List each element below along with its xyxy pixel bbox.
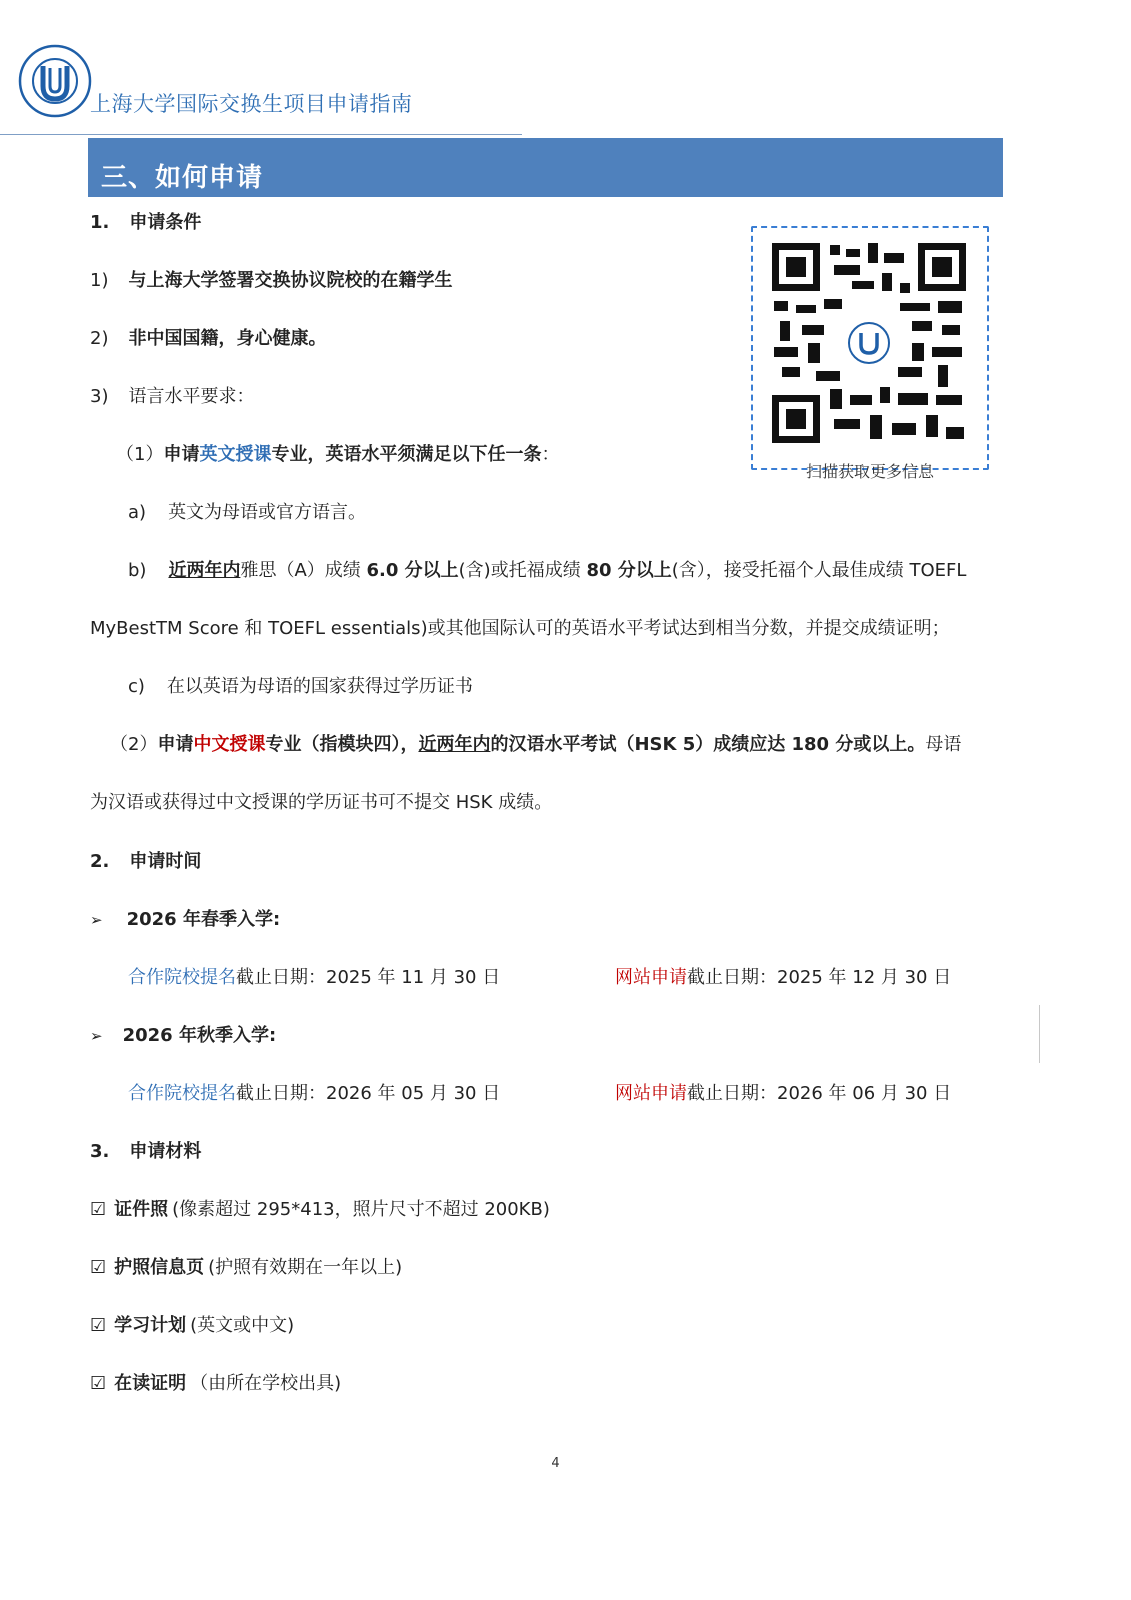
section-title: 三、如何申请	[101, 163, 264, 193]
option-label: c)	[128, 676, 145, 697]
material-note: (像素超过 295*413，照片尺寸不超过 200KB)	[172, 1199, 550, 1220]
requirement-text: 专业，英语水平须满足以下任一条	[271, 444, 542, 465]
spring-web-deadline	[615, 965, 951, 991]
english-taught-highlight: 英文授课	[199, 444, 272, 465]
requirement-text: 申请	[157, 734, 194, 755]
chinese-taught-highlight: 中文授课	[193, 734, 266, 755]
arrow-bullet-icon: ➢	[90, 1027, 103, 1045]
qr-caption: 扫描获取更多信息	[805, 462, 934, 481]
heading-text: 申请材料	[129, 1141, 202, 1162]
deadline-text: 截止日期：2026 年 05 月 30 日	[236, 1083, 501, 1104]
checkbox-checked-icon: ☑	[90, 1315, 107, 1336]
autumn-web-deadline	[615, 1081, 951, 1107]
margin-marker	[1039, 1005, 1040, 1063]
item-number: 3)	[90, 386, 109, 407]
item-text: 非中国国籍，身心健康。	[128, 328, 327, 349]
option-text: (含），接受托福个人最佳成绩 TOEFL	[671, 560, 967, 581]
checkbox-checked-icon: ☑	[90, 1257, 107, 1278]
option-text: (含)或托福成绩	[458, 560, 587, 581]
materials-heading	[90, 1139, 201, 1165]
checkbox-checked-icon: ☑	[90, 1373, 107, 1394]
requirement-text: 母语	[925, 734, 962, 755]
option-text: 雅思（A）成绩	[240, 560, 367, 581]
heading-number: 3.	[90, 1141, 110, 1162]
heading-number: 2.	[90, 851, 110, 872]
intake-label: 2026 年春季入学:	[126, 909, 281, 930]
hsk-requirement: 的汉语水平考试（HSK 5）成绩应达 180 分或以上。	[490, 734, 926, 755]
material-note: (英文或中文)	[190, 1315, 295, 1336]
ielts-score: 6.0 分以上	[366, 560, 459, 581]
english-option-c	[128, 674, 473, 700]
intake-label: 2026 年秋季入学:	[122, 1025, 277, 1046]
web-application-label: 网站申请	[615, 967, 687, 988]
deadline-text: 截止日期：2026 年 06 月 30 日	[687, 1083, 952, 1104]
spring-intake-heading	[90, 907, 280, 933]
material-title: 学习计划	[114, 1315, 187, 1336]
english-option-b-continued: MyBestTM Score 和 TOEFL essentials)或其他国际认可的英语水平考试达到相当分数，并提交成绩证明；	[90, 618, 950, 639]
page-number: 4	[551, 1456, 560, 1471]
autumn-intake-heading	[90, 1023, 276, 1049]
heading-number: 1.	[90, 212, 110, 233]
heading-text: 申请条件	[129, 212, 202, 233]
requirement-text: 申请	[163, 444, 200, 465]
chinese-requirement	[110, 732, 961, 758]
option-text: 英文为母语或官方语言。	[168, 502, 367, 523]
recent-two-years: 近两年内	[168, 560, 241, 581]
english-option-b	[128, 558, 966, 584]
partner-nomination-label: 合作院校提名	[128, 967, 236, 988]
timing-heading	[90, 849, 201, 875]
option-text: 在以英语为母语的国家获得过学历证书	[166, 676, 473, 697]
partner-nomination-label: 合作院校提名	[128, 1083, 236, 1104]
material-title: 证件照	[114, 1199, 169, 1220]
web-application-label: 网站申请	[615, 1083, 687, 1104]
document-header-title: 上海大学国际交换生项目申请指南	[90, 92, 413, 116]
toefl-score: 80 分以上	[586, 560, 672, 581]
item-number: 2)	[90, 328, 109, 349]
header-divider	[0, 134, 522, 135]
condition-item-3	[90, 384, 254, 410]
material-note: (护照有效期在一年以上)	[208, 1257, 403, 1278]
material-note: （由所在学校出具)	[190, 1373, 342, 1394]
arrow-bullet-icon: ➢	[90, 911, 103, 929]
item-text: 与上海大学签署交换协议院校的在籍学生	[128, 270, 453, 291]
condition-item-1	[90, 268, 452, 294]
recent-two-years: 近两年内	[418, 734, 491, 755]
spring-partner-deadline	[128, 965, 500, 991]
item-text: 语言水平要求：	[128, 386, 255, 407]
heading-text: 申请时间	[129, 851, 202, 872]
autumn-partner-deadline	[128, 1081, 500, 1107]
deadline-text: 截止日期：2025 年 11 月 30 日	[236, 967, 501, 988]
material-item-photo	[90, 1197, 550, 1223]
material-item-study-plan	[90, 1313, 294, 1339]
material-title: 护照信息页	[114, 1257, 205, 1278]
checkbox-checked-icon: ☑	[90, 1199, 107, 1220]
option-label: a)	[128, 502, 147, 523]
material-title: 在读证明	[114, 1373, 187, 1394]
condition-item-2	[90, 326, 326, 352]
university-logo-icon	[18, 44, 92, 118]
requirement-text: 专业（指模块四），	[265, 734, 419, 755]
deadline-text: 截止日期：2025 年 12 月 30 日	[687, 967, 952, 988]
item-number: 1)	[90, 270, 109, 291]
english-requirement	[116, 442, 559, 468]
material-item-enrollment-proof	[90, 1371, 341, 1397]
qr-code-icon[interactable]	[772, 243, 966, 443]
chinese-requirement-continued: 为汉语或获得过中文授课的学历证书可不提交 HSK 成绩。	[90, 792, 553, 813]
conditions-heading	[90, 210, 201, 236]
option-label: b)	[128, 560, 147, 581]
requirement-prefix: （1）	[116, 444, 164, 465]
material-item-passport	[90, 1255, 402, 1281]
requirement-text: ：	[541, 444, 560, 465]
english-option-a	[128, 500, 366, 526]
requirement-prefix: （2）	[110, 734, 158, 755]
